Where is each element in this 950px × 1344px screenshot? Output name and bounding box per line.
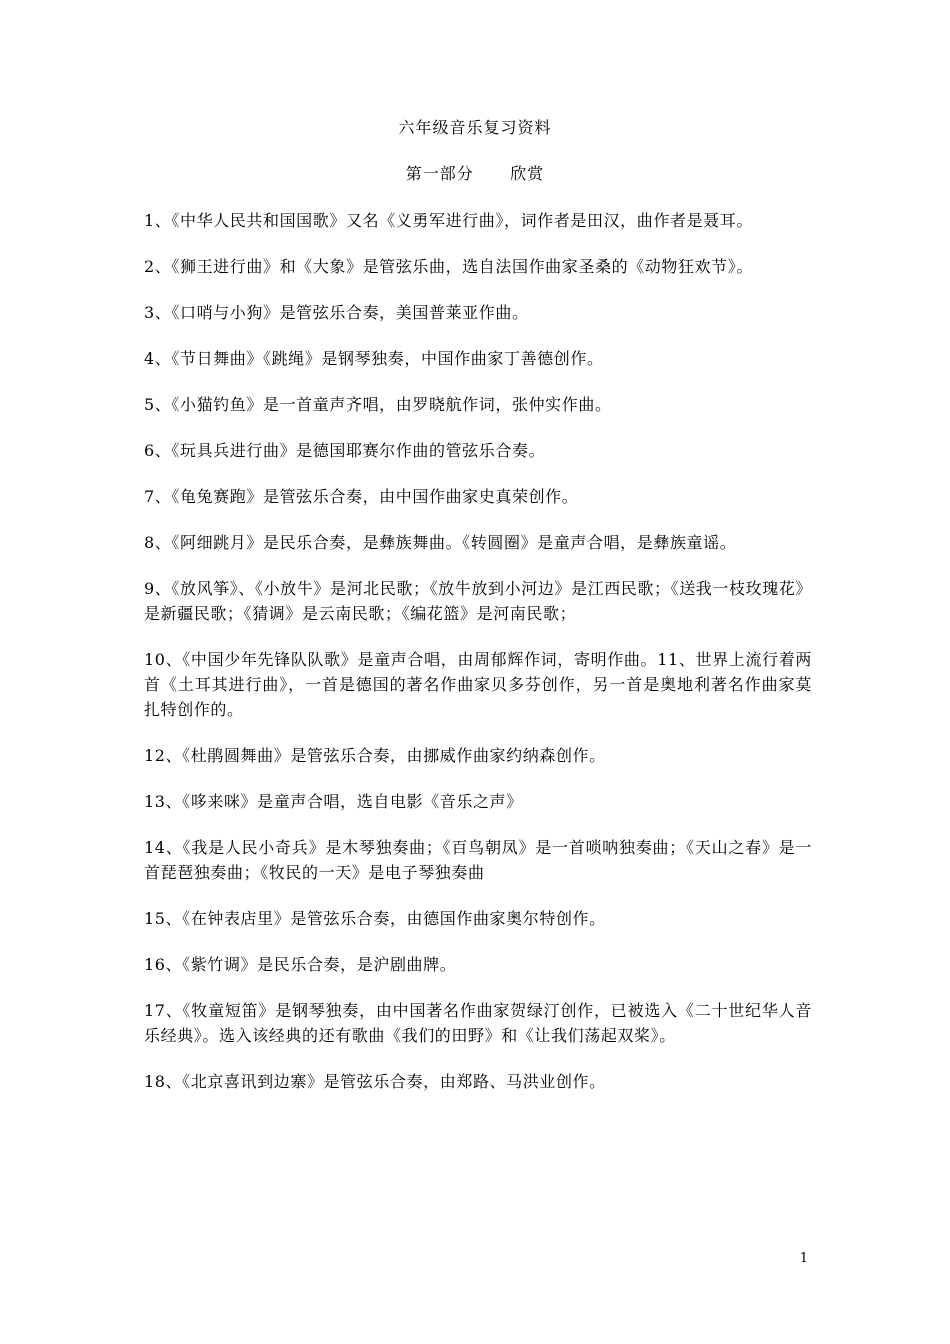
document-body — [144, 208, 812, 1115]
list-item: 7、《龟兔赛跑》是管弦乐合奏，由中国作曲家史真荣创作。 — [144, 487, 579, 506]
list-item: 10、《中国少年先锋队队歌》是童声合唱，由周郁辉作词，寄明作曲。11、世界上流行着两首《土耳其进行曲》，一首是德国的著名作曲家贝多芬创作，另一首是奥地利著名作曲家莫扎特创作的。 — [144, 650, 812, 719]
document-title: 六年级音乐复习资料 — [398, 118, 552, 137]
list-item: 3、《口哨与小狗》是管弦乐合奏，美国普莱亚作曲。 — [144, 303, 529, 322]
page-number: 1 — [799, 1251, 808, 1266]
list-item: 6、《玩具兵进行曲》是德国耶赛尔作曲的管弦乐合奏。 — [144, 441, 546, 460]
list-item: 2、《狮王进行曲》和《大象》是管弦乐曲，选自法国作曲家圣桑的《动物狂欢节》。 — [144, 257, 753, 276]
list-item: 9、《放风筝》、《小放牛》是河北民歌；《放牛放到小河边》是江西民歌；《送我一枝玫瑰花》是新疆民歌；《猜调》是云南民歌；《编花篮》是河南民歌； — [144, 579, 812, 623]
list-item: 12、《杜鹃圆舞曲》是管弦乐合奏，由挪威作曲家约纳森创作。 — [144, 746, 606, 765]
list-item: 17、《牧童短笛》是钢琴独奏，由中国著名作曲家贺绿汀创作，已被选入《二十世纪华人音乐经典》。选入该经典的还有歌曲《我们的田野》和《让我们荡起双桨》。 — [144, 1001, 812, 1045]
list-item: 16、《紫竹调》是民乐合奏，是沪剧曲牌。 — [144, 955, 457, 974]
list-item: 18、《北京喜讯到边寨》是管弦乐合奏，由郑路、马洪业创作。 — [144, 1072, 606, 1091]
list-item: 4、《节日舞曲》《跳绳》是钢琴独奏，中国作曲家丁善德创作。 — [144, 349, 604, 368]
list-item: 8、《阿细跳月》是民乐合奏，是彝族舞曲。《转圆圈》是童声合唱，是彝族童谣。 — [144, 533, 737, 552]
list-item: 13、《哆来咪》是童声合唱，选自电影《音乐之声》 — [144, 792, 523, 811]
list-item: 14、《我是人民小奇兵》是木琴独奏曲；《百鸟朝凤》是一首唢呐独奏曲；《天山之春》是一首琵琶独奏曲；《牧民的一天》是电子琴独奏曲 — [144, 838, 812, 882]
list-item: 5、《小猫钓鱼》是一首童声齐唱，由罗晓航作词，张仲实作曲。 — [144, 395, 612, 414]
list-item: 1、《中华人民共和国国歌》又名《义勇军进行曲》，词作者是田汉，曲作者是聂耳。 — [144, 211, 753, 230]
list-item: 15、《在钟表店里》是管弦乐合奏，由德国作曲家奥尔特创作。 — [144, 909, 606, 928]
section-title: 第一部分 欣赏 — [405, 164, 545, 183]
